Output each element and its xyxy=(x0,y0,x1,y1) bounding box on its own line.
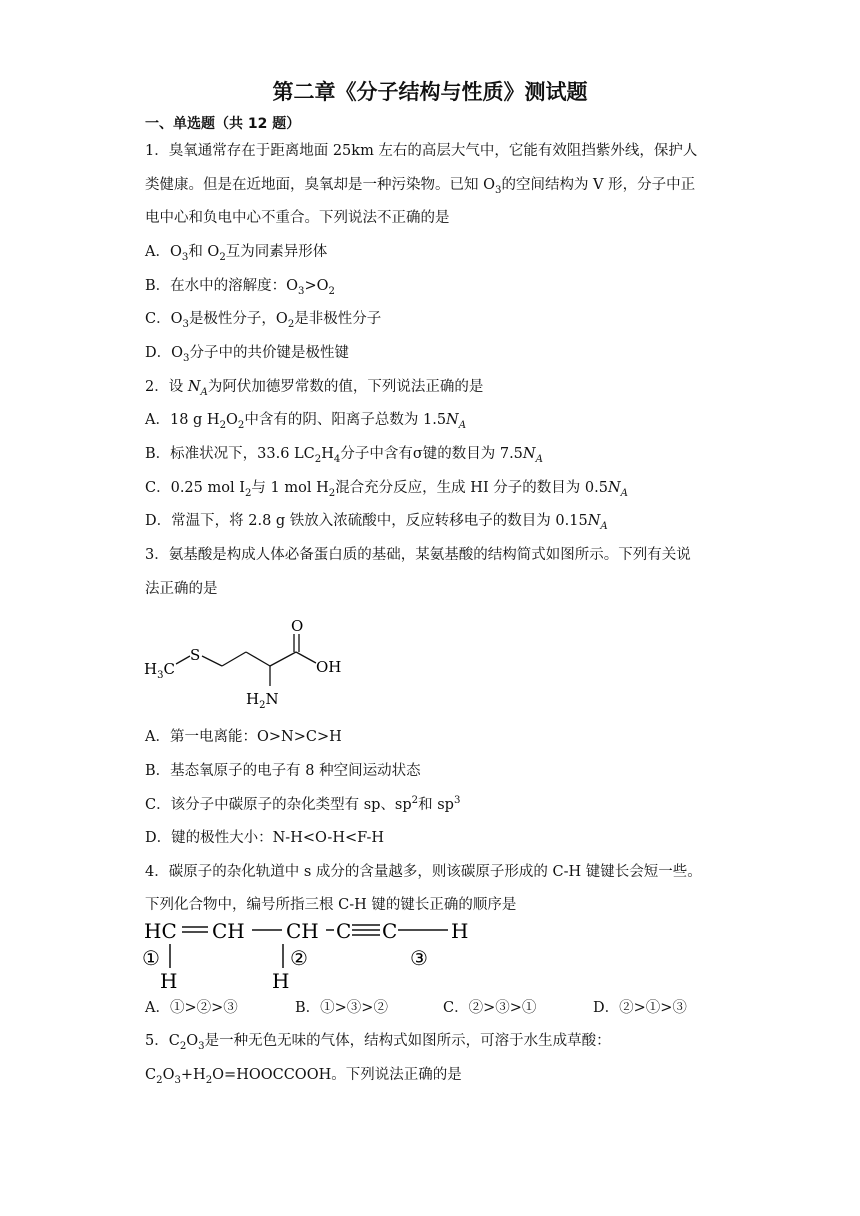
q5-stem-line1: 5．$C_2O_3$是一种无色无味的气体，结构式如图所示，可溶于水生成草酸： xyxy=(145,1033,611,1052)
q1-option-c: C．$O_3$是极性分子，$O_2$是非极性分子 xyxy=(145,311,382,330)
bond-ch3-s xyxy=(176,656,190,664)
formula-h-1: H xyxy=(160,969,178,992)
group-nh2: $H_2N$ xyxy=(246,690,279,711)
formula-h-2: H xyxy=(272,969,290,992)
bond-c1-c2 xyxy=(222,652,246,666)
label-1: ① xyxy=(142,946,160,970)
q2-option-a: A．18 g $H_2O_2$中含有的阴、阳离子总数为 $1.5N_A$ xyxy=(145,412,467,431)
atom-oh: OH xyxy=(316,658,342,676)
q2-stem: 2．设 $N_A$为阿伏加德罗常数的值，下列说法正确的是 xyxy=(145,379,484,398)
q3-option-b: B．基态氧原子的电子有 8 种空间运动状态 xyxy=(145,763,421,779)
formula-ch-2: CH xyxy=(286,919,319,943)
bond-c3-c4 xyxy=(270,652,296,666)
q1-option-b: B．在水中的溶解度：$O_3>O_2$ xyxy=(145,278,335,297)
q3-option-d: D．键的极性大小：N-H<O-H<F-H xyxy=(145,830,385,846)
formula-c-1: C xyxy=(336,919,352,943)
q1-stem-line2: 类健康。但是在近地面，臭氧却是一种污染物。已知 $O_3$的空间结构为 V 形，分子中正 xyxy=(145,177,696,196)
bond-s-c1 xyxy=(202,656,222,666)
atom-s: S xyxy=(190,646,201,664)
q1-stem-line3: 电中心和负电中心不重合。下列说法不正确的是 xyxy=(145,210,450,226)
enyne-formula xyxy=(140,916,480,992)
q1-stem-line1: 1．臭氧通常存在于距离地面 25km 左右的高层大气中，它能有效阻挡紫外线，保护人 xyxy=(145,143,698,159)
q1-option-d: D．$O_3$分子中的共价键是极性键 xyxy=(145,345,349,364)
section-heading: 一、单选题（共 12 题） xyxy=(145,116,301,132)
atom-o: O xyxy=(291,617,304,635)
q5-equation-line: $C_2O_3+H_2O=HOOCCOOH$。下列说法正确的是 xyxy=(145,1067,462,1086)
bond-c2-c3 xyxy=(246,652,270,666)
q2-option-c: C．0.25 mol $I_2$与 1 mol $H_2$混合充分反应，生成 HI 分子的数目为 $0.5N_A$ xyxy=(145,480,628,499)
q4-option-b: B．①>③>② xyxy=(295,1000,388,1016)
q2-option-b: B．标准状况下，33.6 $LC_2H_4$分子中含有σ键的数目为 $7.5N_A$ xyxy=(145,446,543,465)
q2-option-d: D．常温下，将 2.8 g 铁放入浓硫酸中，反应转移电子的数目为 $0.15N_A$ xyxy=(145,513,608,532)
q4-option-a: A．①>②>③ xyxy=(145,1000,238,1016)
label-2: ② xyxy=(290,946,308,970)
q4-stem-line2: 下列化合物中，编号所指三根 C-H 键的键长正确的顺序是 xyxy=(145,897,517,913)
label-3: ③ xyxy=(410,946,428,970)
bond-c4-oh xyxy=(296,652,316,663)
q4-option-d: D．②>①>③ xyxy=(593,1000,687,1016)
q3-option-a: A．第一电离能：O>N>C>H xyxy=(145,729,342,745)
q4-stem-line1: 4．碳原子的杂化轨道中 s 成分的含量越多，则该碳原子形成的 C-H 键键长会短一些。 xyxy=(145,864,702,880)
formula-c-2: C xyxy=(382,919,398,943)
amino-acid-structure xyxy=(140,612,360,712)
q1-option-a: A．$O_3$和 $O_2$互为同素异形体 xyxy=(145,244,328,263)
q4-option-c: C．②>③>① xyxy=(443,1000,537,1016)
formula-h-end: H xyxy=(451,919,469,943)
group-ch3: $H_3C$ xyxy=(144,660,175,681)
q3-stem-line1: 3．氨基酸是构成人体必备蛋白质的基础，某氨基酸的结构简式如图所示。下列有关说 xyxy=(145,547,691,563)
page-title: 第二章《分子结构与性质》测试题 xyxy=(272,80,588,104)
q3-option-c: C．该分子中碳原子的杂化类型有 sp、$sp^2$和 $sp^3$ xyxy=(145,795,461,813)
q4-options xyxy=(145,996,705,1017)
formula-hc: HC xyxy=(144,919,177,943)
q3-stem-line2: 法正确的是 xyxy=(145,581,218,597)
formula-ch-1: CH xyxy=(212,919,245,943)
